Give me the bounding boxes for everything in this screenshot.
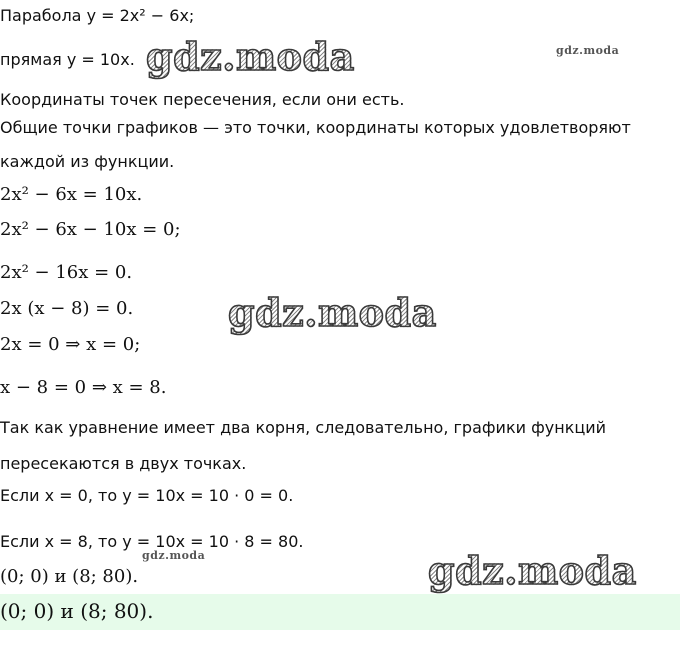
root-2-line: x − 8 = 0 ⇒ x = 8. xyxy=(0,377,167,398)
root-1-line: 2x = 0 ⇒ x = 0; xyxy=(0,334,141,355)
line-equation-line: прямая y = 10x. xyxy=(0,50,135,69)
case-x8-line: Если x = 8, то y = 10x = 10 · 8 = 80. xyxy=(0,532,304,551)
watermark-big-3: gdz.moda xyxy=(428,548,637,593)
watermark-big-1: gdz.moda xyxy=(146,34,355,79)
equation-step-3: 2x² − 16x = 0. xyxy=(0,262,133,283)
watermark-big-2: gdz.moda xyxy=(228,290,437,335)
points-line: (0; 0) и (8; 80). xyxy=(0,566,139,587)
equation-step-4: 2x (x − 8) = 0. xyxy=(0,298,134,319)
conclusion-line-1: Так как уравнение имеет два корня, следовательно, графики функций xyxy=(0,418,607,437)
intersection-heading: Координаты точек пересечения, если они есть. xyxy=(0,90,405,109)
equation-step-1: 2x² − 6x = 10x. xyxy=(0,184,143,205)
conclusion-line-2: пересекаются в двух точках. xyxy=(0,454,247,473)
definition-line-1: Общие точки графиков — это точки, координаты которых удовлетворяют xyxy=(0,118,631,137)
equation-step-2: 2x² − 6x − 10x = 0; xyxy=(0,219,181,240)
watermark-small-2: gdz.moda xyxy=(142,549,206,562)
parabola-line: Парабола y = 2x² − 6x; xyxy=(0,6,195,25)
definition-line-2: каждой из функции. xyxy=(0,152,175,171)
case-x0-line: Если x = 0, то y = 10x = 10 · 0 = 0. xyxy=(0,486,294,505)
answer-text: (0; 0) и (8; 80). xyxy=(0,599,154,623)
watermark-small-1: gdz.moda xyxy=(556,44,620,57)
